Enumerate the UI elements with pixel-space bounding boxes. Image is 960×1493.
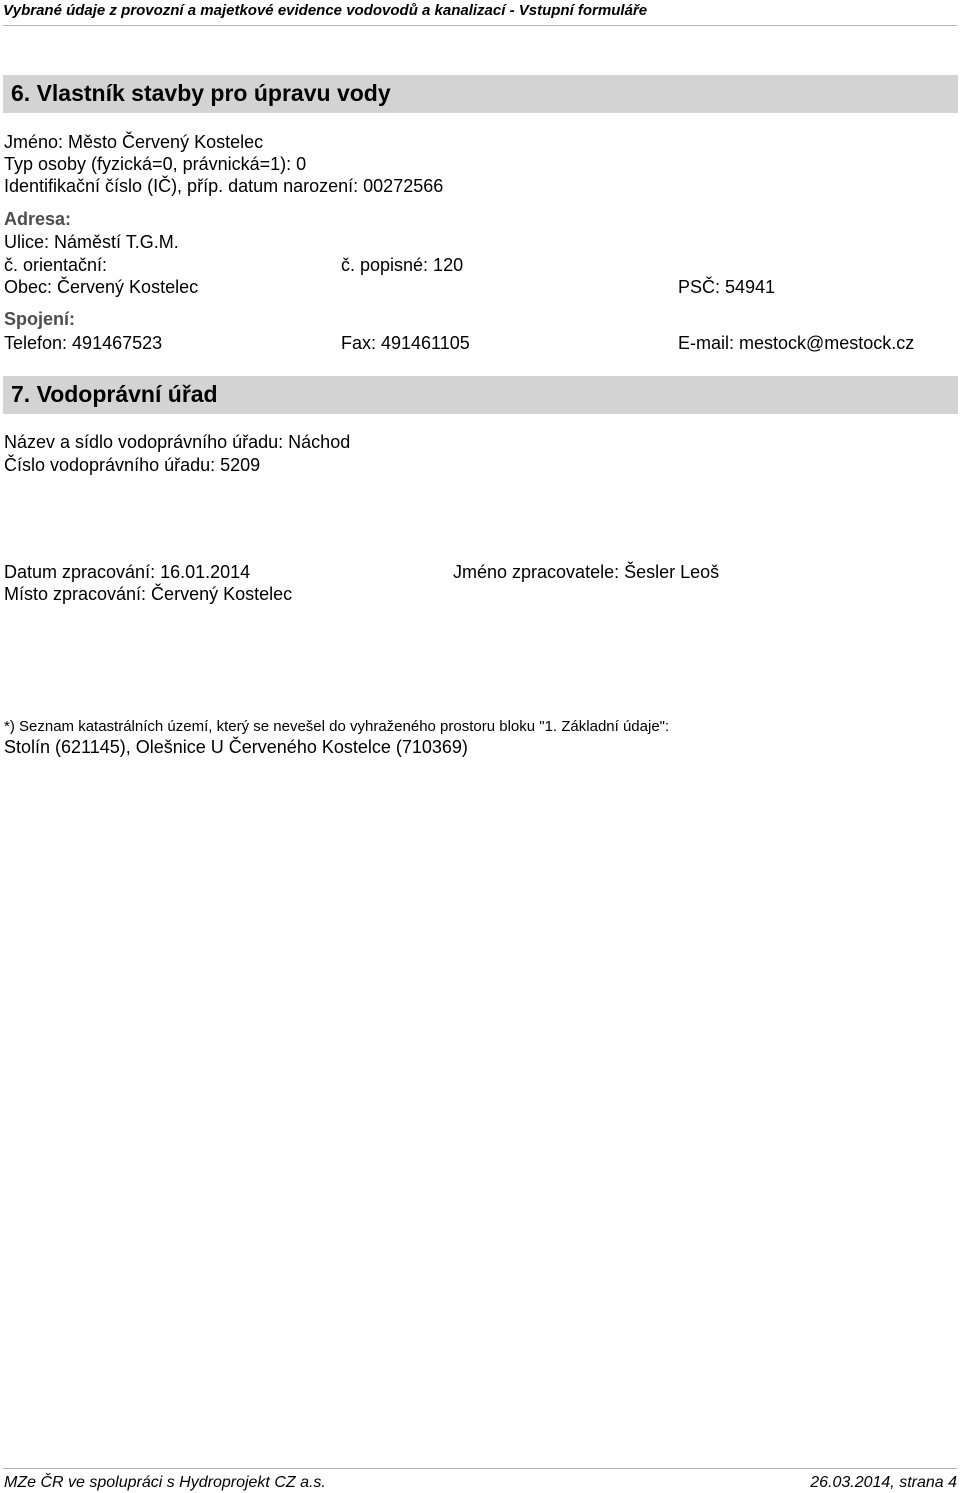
owner-name: Jméno: Město Červený Kostelec <box>4 132 264 152</box>
contact-phone: Telefon: 491467523 <box>4 333 163 353</box>
footer-credit: MZe ČR ve spolupráci s Hydroprojekt CZ a.s. <box>4 1474 326 1491</box>
contact-label: Spojení: <box>4 309 75 329</box>
address-label: Adresa: <box>4 209 72 229</box>
address-municipality: Obec: Červený Kostelec <box>4 277 199 297</box>
page-header-title: Vybrané údaje z provozní a majetkové evidence vodovodů a kanalizací - Vstupní formuláře <box>3 2 648 19</box>
contact-email: E-mail: mestock@mestock.cz <box>678 333 915 353</box>
footer-divider <box>3 1468 957 1469</box>
water-office-name: Název a sídlo vodoprávního úřadu: Náchod <box>4 432 351 452</box>
section-7-bar <box>3 376 958 414</box>
section-6-bar <box>3 75 958 113</box>
owner-id-number: Identifikační číslo (IČ), příp. datum narození: 00272566 <box>4 176 444 196</box>
footer-date-page: 26.03.2014, strana 4 <box>810 1474 957 1491</box>
address-orientation-number: č. orientační: <box>4 255 108 275</box>
address-postal-code: PSČ: 54941 <box>678 277 776 297</box>
header-divider <box>3 25 957 26</box>
owner-person-type: Typ osoby (fyzická=0, právnická=1): 0 <box>4 154 307 174</box>
processor-name: Jméno zpracovatele: Šesler Leoš <box>453 562 720 582</box>
contact-fax: Fax: 491461105 <box>341 333 470 353</box>
address-descriptive-number: č. popisné: 120 <box>341 255 464 275</box>
section-7-heading: 7. Vodoprávní úřad <box>11 381 218 407</box>
section-6-heading: 6. Vlastník stavby pro úpravu vody <box>11 80 391 106</box>
cadastral-list: Stolín (621145), Olešnice U Červeného Kostelce (710369) <box>4 737 468 757</box>
cadastral-note: *) Seznam katastrálních území, který se nevešel do vyhraženého prostoru bloku "1. Základní údaje": <box>4 718 670 735</box>
processing-date: Datum zpracování: 16.01.2014 <box>4 562 251 582</box>
water-office-number: Číslo vodoprávního úřadu: 5209 <box>4 455 261 475</box>
address-street: Ulice: Náměstí T.G.M. <box>4 232 179 252</box>
processing-place: Místo zpracování: Červený Kostelec <box>4 584 293 604</box>
